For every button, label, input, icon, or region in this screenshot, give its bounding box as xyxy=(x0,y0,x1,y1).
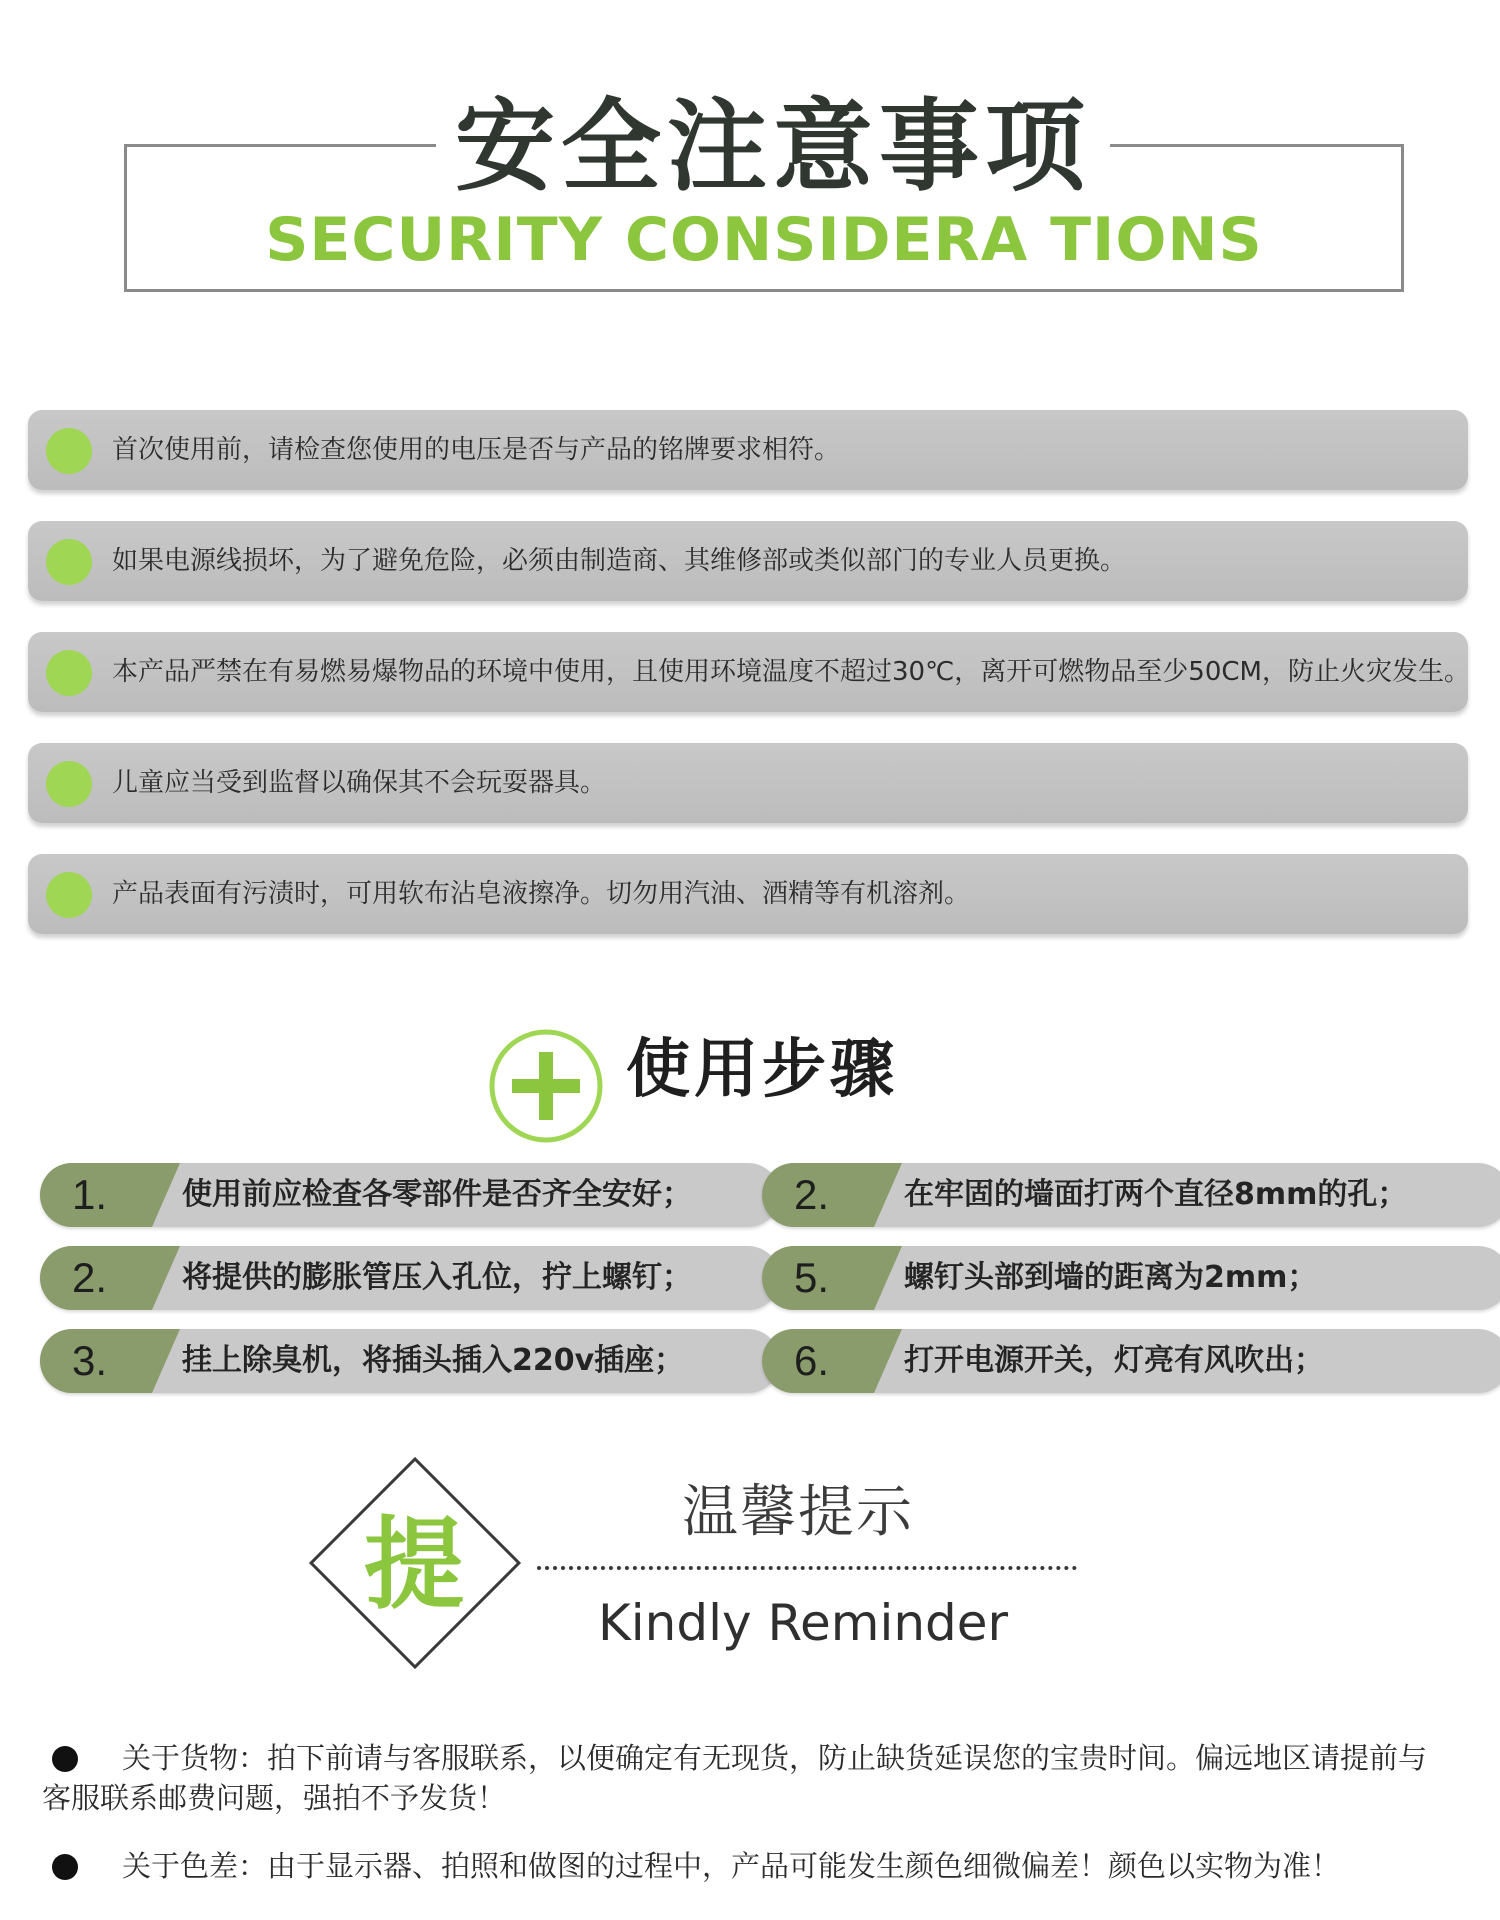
safety-notes-list xyxy=(28,410,1468,965)
plus-circle-icon xyxy=(488,1028,604,1144)
step-number: 6. xyxy=(794,1337,830,1384)
step-item xyxy=(762,1246,1500,1310)
reminder-emblem-char: 提 xyxy=(364,1506,464,1623)
safety-note-text: 如果电源线损坏，为了避免危险，必须由制造商、其维修部或类似部门的专业人员更换。 xyxy=(112,546,1127,576)
step-number: 1. xyxy=(72,1171,108,1218)
reminder-note xyxy=(42,1738,1452,1818)
step-text: 螺钉头部到墙的距离为2mm； xyxy=(904,1260,1318,1295)
reminder-title-en: Kindly Reminder xyxy=(598,1594,1009,1652)
safety-note xyxy=(28,632,1468,712)
safety-note xyxy=(28,410,1468,490)
step-number-badge xyxy=(40,1163,152,1227)
step-number: 2. xyxy=(794,1171,830,1218)
bullet-icon xyxy=(52,1746,78,1772)
safety-note-text: 产品表面有污渍时，可用软布沾皂液擦净。切勿用汽油、酒精等有机溶剂。 xyxy=(112,879,971,909)
safety-note-text: 儿童应当受到监督以确保其不会玩耍器具。 xyxy=(112,768,607,798)
step-number-badge xyxy=(762,1246,874,1310)
safety-note-text: 本产品严禁在有易燃易爆物品的环境中使用，且使用环境温度不超过30℃，离开可燃物品至少50CM，防止火灾发生。 xyxy=(112,657,1470,687)
step-text: 打开电源开关，灯亮有风吹出； xyxy=(904,1343,1324,1378)
safety-note xyxy=(28,743,1468,823)
steps-title: 使用步骤 xyxy=(626,1033,898,1107)
green-dot-icon xyxy=(46,539,92,585)
step-number-badge xyxy=(762,1163,874,1227)
step-text: 使用前应检查各零部件是否齐全安好； xyxy=(182,1177,692,1212)
page-subtitle: SECURITY CONSIDERA TIONS xyxy=(265,205,1263,275)
reminder-note-text: 关于色差：由于显示器、拍照和做图的过程中，产品可能发生颜色细微偏差！颜色以实物为准！ xyxy=(122,1849,1341,1883)
step-number-badge xyxy=(40,1246,152,1310)
safety-note xyxy=(28,854,1468,934)
reminder-title-cn: 温馨提示 xyxy=(682,1480,914,1545)
step-text: 挂上除臭机，将插头插入220v插座； xyxy=(182,1343,685,1378)
step-number: 5. xyxy=(794,1254,830,1301)
reminder-note-text: 关于货物：拍下前请与客服联系，以便确定有无现货，防止缺货延误您的宝贵时间。偏远地区请提前与客服联系邮费问题，强拍不予发货！ xyxy=(42,1741,1428,1815)
green-dot-icon xyxy=(46,650,92,696)
step-text: 将提供的膨胀管压入孔位，拧上螺钉； xyxy=(182,1260,692,1295)
safety-note xyxy=(28,521,1468,601)
step-item xyxy=(40,1246,780,1310)
step-item xyxy=(40,1329,780,1393)
green-dot-icon xyxy=(46,761,92,807)
step-number-badge xyxy=(762,1329,874,1393)
green-dot-icon xyxy=(46,428,92,474)
steps-grid xyxy=(40,1163,1470,1412)
step-item xyxy=(762,1329,1500,1393)
step-number: 3. xyxy=(72,1337,108,1384)
step-item xyxy=(762,1163,1500,1227)
safety-note-text: 首次使用前，请检查您使用的电压是否与产品的铭牌要求相符。 xyxy=(112,435,841,465)
reminder-note xyxy=(42,1846,1452,1886)
page-title: 安全注意事项 xyxy=(455,88,1091,205)
step-number-badge xyxy=(40,1329,152,1393)
green-dot-icon xyxy=(46,872,92,918)
steps-row xyxy=(40,1246,1470,1310)
step-item xyxy=(40,1163,780,1227)
steps-row xyxy=(40,1163,1470,1227)
steps-row xyxy=(40,1329,1470,1393)
reminder-notes xyxy=(42,1738,1452,1914)
bullet-icon xyxy=(52,1854,78,1880)
reminder-divider xyxy=(537,1566,1077,1570)
step-text: 在牢固的墙面打两个直径8mm的孔； xyxy=(904,1177,1408,1212)
step-number: 2. xyxy=(72,1254,108,1301)
